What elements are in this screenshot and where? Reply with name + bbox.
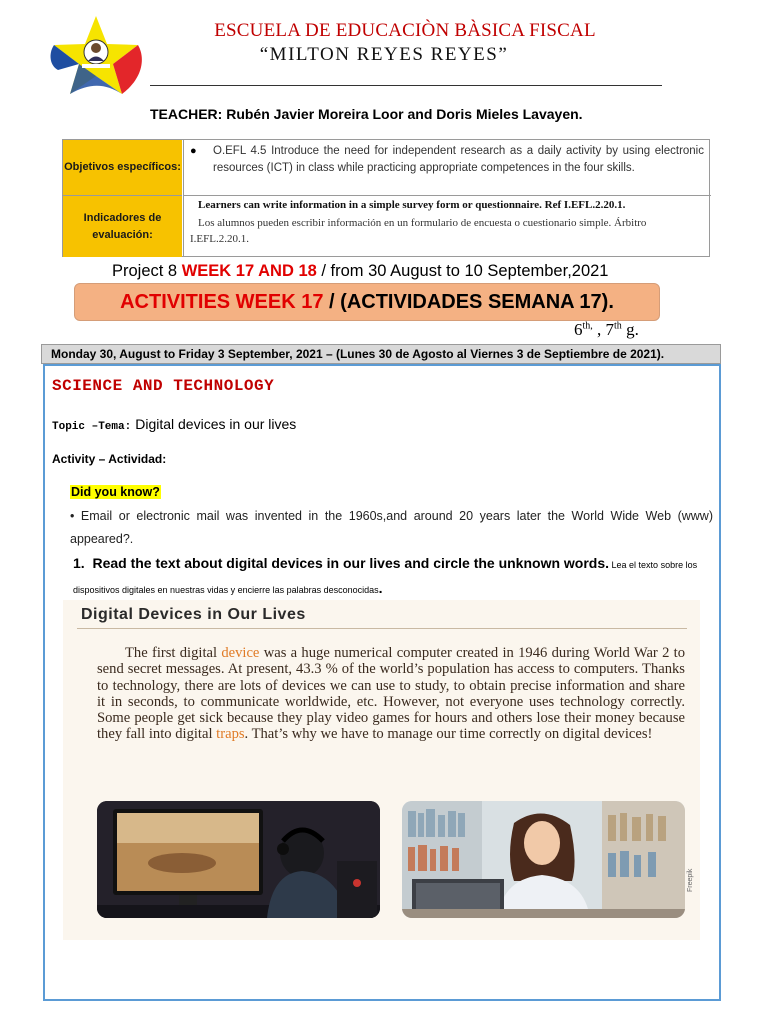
topic-label: Topic –Tema:: [52, 421, 132, 433]
textbook-text-2: was a huge numerical computer created in 1946 during World War 2 to send secret messages. At present, 43.3 % of the world’s population has access to computers. Thanks to technology, there are lots of devices we can use to study, to obtain precise information and share it in seconds, to communicate worldwide, etc. However, not everyone uses technology correctly. Some people get sick because they play video games for hours and others lose their money because they fall into digital: [97, 645, 685, 743]
grade-suffix: g.: [621, 320, 639, 339]
teacher-line: TEACHER: Rubén Javier Moreira Loor and Doris Mieles Lavayen.: [150, 106, 583, 122]
objectives-table: [62, 139, 710, 257]
indicators-label: Indicadores de evaluación:: [63, 196, 182, 257]
textbook-text-1: The first digital: [125, 645, 222, 661]
subject-title: SCIENCE AND TECHNOLOGY: [52, 377, 275, 395]
email-fact: • Email or electronic mail was invented in the 1960s,and around 20 years later the World Wide Web (www) appeared?.: [70, 509, 713, 546]
instruction-en: Read the text about digital devices in our lives and circle the unknown words.: [92, 555, 610, 571]
project-line: [112, 262, 609, 281]
banner-week: ACTIVITIES WEEK 17: [120, 290, 324, 313]
grade-7-sup: th: [614, 320, 622, 332]
textbook-divider: [77, 628, 687, 629]
highlight-traps: traps: [216, 726, 245, 743]
indicators-cell: [183, 196, 711, 257]
activity-label: Activity – Actividad:: [52, 452, 167, 466]
banner-spanish: / (ACTIVIDADES SEMANA 17).: [323, 290, 614, 313]
grade-7: , 7: [592, 320, 615, 339]
textbook-excerpt: [63, 600, 700, 940]
textbook-title: Digital Devices in Our Lives: [81, 606, 306, 623]
grade-6-sup: th,: [582, 320, 593, 332]
school-name: ESCUELA DE EDUCACIÒN BÀSICA FISCAL: [214, 20, 596, 41]
instruction-number: 1.: [73, 555, 85, 571]
instruction-end: .: [378, 580, 383, 596]
topic-value: Digital devices in our lives: [135, 416, 297, 432]
grade-6: 6: [574, 320, 583, 339]
objectives-cell: [183, 140, 711, 196]
boy-gaming-photo: [97, 801, 380, 918]
instruction-1: [73, 552, 719, 602]
indicators-text-es: Los alumnos pueden escribir información en un formulario de encuesta o cuestionario simple. Árbitro I.EFL.2.20.1.: [190, 217, 647, 245]
bullet-icon: ●: [190, 145, 197, 157]
girl-studying-photo: [402, 801, 685, 918]
image-credit: Freepik: [687, 868, 694, 892]
grade-label: [574, 320, 639, 340]
objectives-text: O.EFL 4.5 Introduce the need for independent research as a daily activity by using electronic resources (ICT) in class while practicing appropriate competences in the four skills.: [213, 145, 704, 174]
objectives-label: Objetivos específicos:: [63, 140, 182, 196]
project-prefix: Project 8: [112, 262, 182, 280]
dates-bar: Monday 30, August to Friday 3 September, 2021 – (Lunes 30 de Agosto al Viernes 3 de Septiembre de 2021).: [41, 344, 721, 364]
did-you-know-heading: Did you know?: [71, 485, 160, 499]
instruction-es: Lea el texto sobre los dispositivos digitales en nuestras vidas y encierre las palabras desconocidas: [73, 560, 698, 595]
school-subtitle: “MILTON REYES REYES”: [259, 44, 509, 65]
project-dates: / from 30 August to 10 September,2021: [316, 262, 609, 280]
school-logo-icon: [46, 14, 148, 96]
topic-line: [52, 416, 296, 434]
project-weeks: WEEK 17 AND 18: [181, 262, 317, 280]
activities-banner: [74, 283, 660, 321]
indicators-text-en: Learners can write information in a simple survey form or questionnaire. Ref I.EFL.2.20.1.: [198, 199, 626, 211]
textbook-text-3: . That’s why we have to manage our time correctly on digital devices!: [244, 726, 653, 743]
header-divider: [150, 85, 662, 86]
textbook-paragraph: [97, 645, 685, 743]
highlight-device: device: [221, 645, 260, 661]
